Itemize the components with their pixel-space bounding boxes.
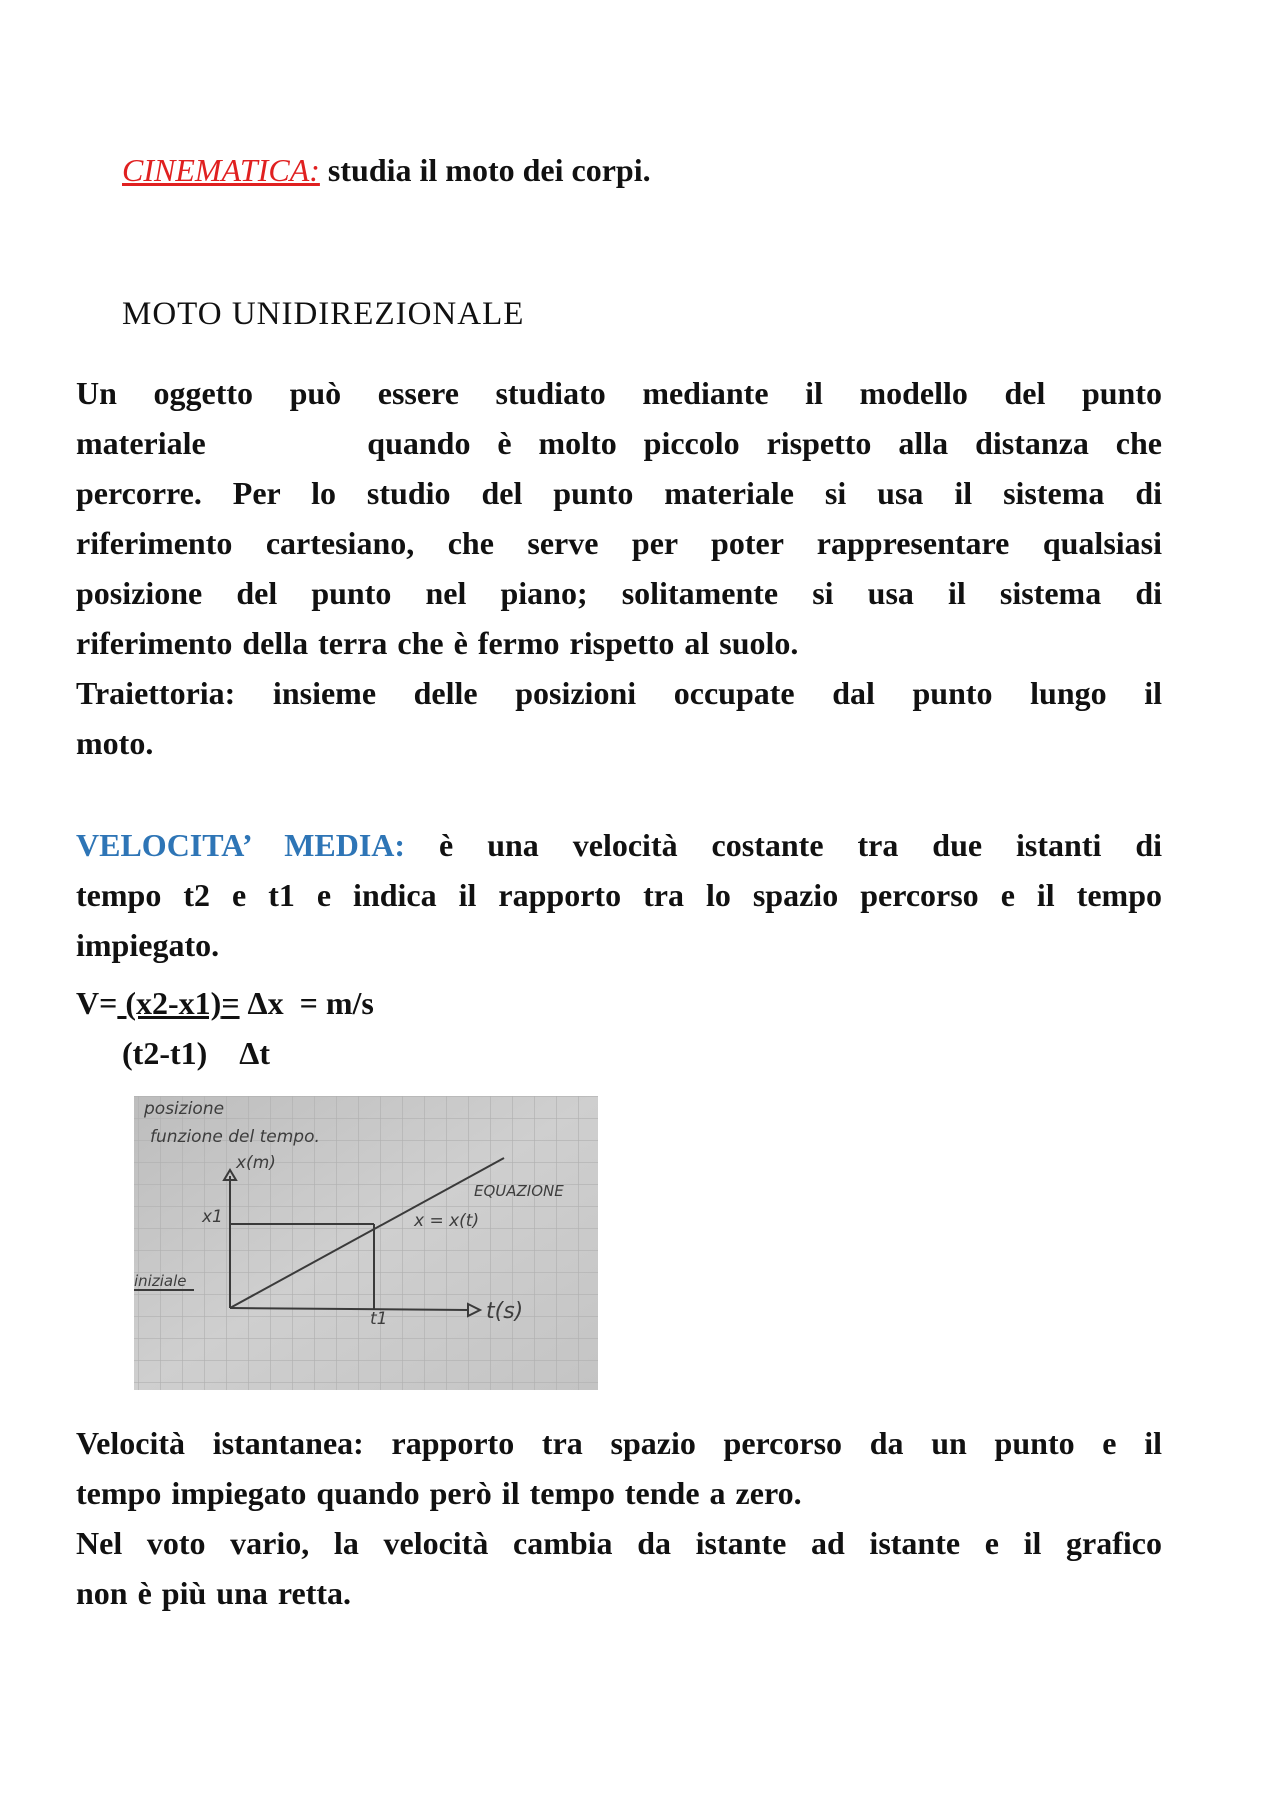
paragraph-line: tempo t2 e t1 e indica il rapporto tra lo spazio percorso e il tempo <box>76 877 1162 913</box>
formula-units: = m/s <box>283 985 374 1021</box>
paragraph-line: materiale quando è molto piccolo rispetto alla distanza che <box>76 425 1162 461</box>
sketch-equation: x = x(t) <box>414 1211 480 1231</box>
paragraph-line: Traiettoria: insieme delle posizioni occupate dal punto lungo il <box>76 675 1162 711</box>
formula-delta-x: Δx <box>239 985 284 1021</box>
paragraph-velocita-istantanea <box>76 1418 1162 1618</box>
paragraph-punto-materiale <box>76 368 1162 768</box>
title-text: studia il moto dei corpi. <box>327 152 651 188</box>
graph-photo <box>134 1096 598 1390</box>
formula-numerator: (x2-x1) <box>117 985 222 1021</box>
paragraph-velocita-media <box>76 820 1162 970</box>
paragraph-line: moto. <box>76 725 154 761</box>
section-heading: MOTO UNIDIREZIONALE <box>122 296 525 332</box>
paragraph-line: Un oggetto può essere studiato mediante il modello del punto <box>76 375 1162 411</box>
velocity-formula <box>76 978 374 1078</box>
formula-delta-t: Δt <box>239 1035 270 1071</box>
title-keyword: CINEMATICA: <box>122 152 320 188</box>
paragraph-line: Velocità istantanea: rapporto tra spazio percorso da un punto e il <box>76 1425 1162 1461</box>
paragraph-line: impiegato. <box>76 927 220 963</box>
formula-denominator-line <box>76 1028 374 1078</box>
paragraph-line <box>76 820 1162 870</box>
sketch-equation-label: EQUAZIONE <box>474 1182 564 1200</box>
formula-eq: = <box>221 985 240 1021</box>
sketch-origin-label: iniziale <box>134 1272 187 1290</box>
sketch-x-axis-label: t(s) <box>486 1299 524 1324</box>
sketch-x1-label: x1 <box>202 1207 223 1227</box>
paragraph-line: Nel voto vario, la velocità cambia da istante ad istante e il grafico <box>76 1525 1162 1561</box>
paragraph-line: percorre. Per lo studio del punto materiale si usa il sistema di <box>76 475 1162 511</box>
formula-line <box>76 985 374 1021</box>
paragraph-line: riferimento cartesiano, che serve per poter rappresentare qualsiasi <box>76 525 1162 561</box>
graph-photo-svg <box>134 1096 598 1390</box>
velocita-media-label: VELOCITA’ MEDIA: <box>76 827 406 863</box>
sketch-y-axis-label: x(m) <box>236 1153 276 1173</box>
sketch-caption-2: funzione del tempo. <box>150 1127 320 1147</box>
paragraph-line: posizione del punto nel piano; solitamente si usa il sistema di <box>76 575 1162 611</box>
paragraph-line: riferimento della terra che è fermo rispetto al suolo. <box>76 625 799 661</box>
formula-prefix: V= <box>76 985 118 1021</box>
paragraph-line: non è più una retta. <box>76 1575 352 1611</box>
formula-denominator: (t2-t1) <box>122 1035 208 1071</box>
sketch-t1-label: t1 <box>370 1309 388 1329</box>
title-line <box>122 152 651 189</box>
paragraph-line: tempo impiegato quando però il tempo tende a zero. <box>76 1475 802 1511</box>
sketch-caption-1: posizione <box>144 1099 225 1119</box>
velocita-media-text: è una velocità costante tra due istanti di <box>439 827 1163 863</box>
